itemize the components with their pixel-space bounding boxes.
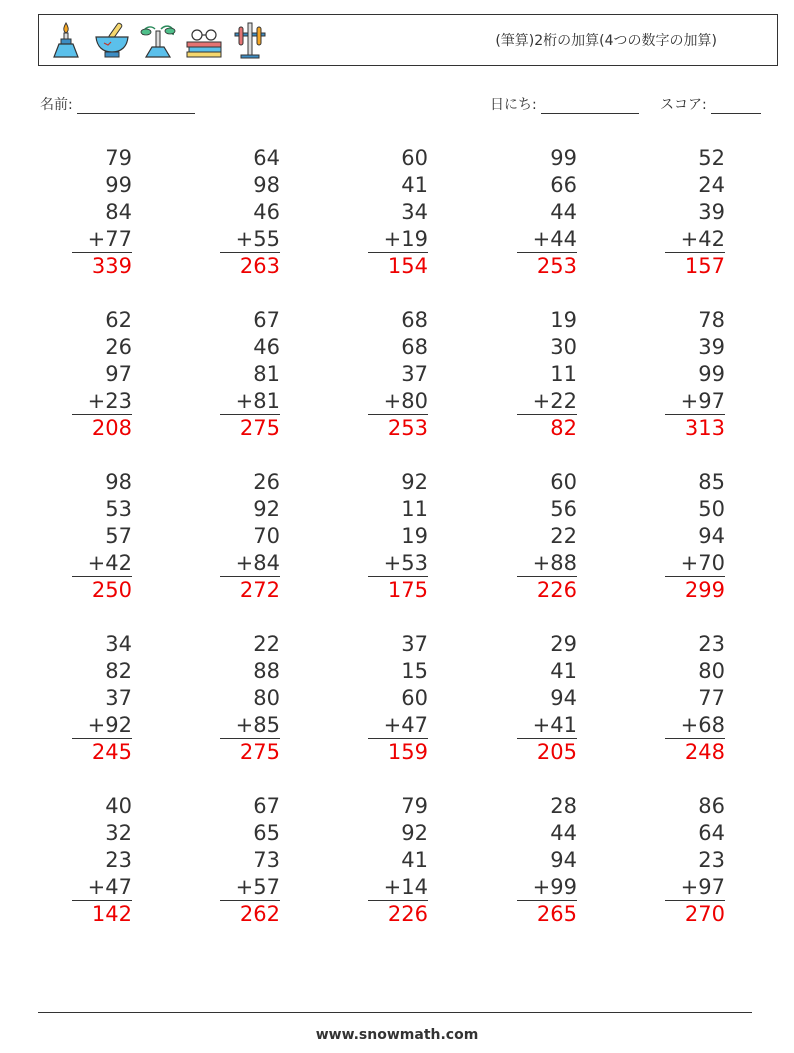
addend: 80: [253, 686, 280, 710]
name-blank[interactable]: [77, 99, 195, 114]
answer: 154: [387, 254, 428, 278]
last-addend: +14: [368, 874, 428, 901]
addend: 26: [253, 470, 280, 494]
addend: 50: [698, 497, 725, 521]
addend: 60: [401, 146, 428, 170]
worksheet-title: (筆算)2桁の加算(4つの数字の加算): [495, 33, 717, 49]
last-addend: +53: [368, 550, 428, 577]
addition-problem: [665, 145, 725, 280]
addend: 37: [105, 686, 132, 710]
last-addend: +19: [368, 226, 428, 253]
addend: 34: [105, 632, 132, 656]
footer-site: www.snowmath.com: [315, 1027, 479, 1043]
addend: 98: [105, 470, 132, 494]
date-blank[interactable]: [541, 99, 639, 114]
addend: 70: [253, 524, 280, 548]
addend: 99: [550, 146, 577, 170]
addend: 67: [253, 794, 280, 818]
answer: 299: [684, 578, 725, 602]
last-addend: +57: [220, 874, 280, 901]
answer: 245: [91, 740, 132, 764]
addition-problem: [220, 469, 280, 604]
addition-problem: [368, 631, 428, 766]
last-addend: +88: [517, 550, 577, 577]
last-addend: +80: [368, 388, 428, 415]
last-addend: +68: [665, 712, 725, 739]
addend: 84: [105, 200, 132, 224]
addition-problem: [220, 145, 280, 280]
addend: 94: [698, 524, 725, 548]
addend: 92: [253, 497, 280, 521]
answer: 262: [239, 902, 280, 926]
answer: 205: [536, 740, 577, 764]
addition-problem: [368, 145, 428, 280]
funnel-plant-icon: [137, 19, 179, 61]
answer: 272: [239, 578, 280, 602]
addition-problem: [72, 145, 132, 280]
addend: 29: [550, 632, 577, 656]
alcohol-lamp-icon: [45, 19, 87, 61]
addend: 52: [698, 146, 725, 170]
last-addend: +84: [220, 550, 280, 577]
addend: 78: [698, 308, 725, 332]
addition-problem: [517, 469, 577, 604]
addend: 23: [698, 632, 725, 656]
addend: 64: [253, 146, 280, 170]
answer: 175: [387, 578, 428, 602]
answer: 159: [387, 740, 428, 764]
addend: 53: [105, 497, 132, 521]
addend: 22: [253, 632, 280, 656]
footer-divider: [38, 1012, 752, 1013]
addend: 32: [105, 821, 132, 845]
score-label: スコア:: [660, 97, 707, 113]
answer: 253: [387, 416, 428, 440]
addend: 22: [550, 524, 577, 548]
addend: 66: [550, 173, 577, 197]
addend: 30: [550, 335, 577, 359]
last-addend: +97: [665, 388, 725, 415]
addend: 80: [698, 659, 725, 683]
addend: 64: [698, 821, 725, 845]
addend: 34: [401, 200, 428, 224]
worksheet-header: [38, 14, 778, 66]
answer: 208: [91, 416, 132, 440]
test-tube-rack-icon: [229, 19, 271, 61]
date-label: 日にち:: [490, 97, 537, 113]
addend: 41: [550, 659, 577, 683]
addend: 73: [253, 848, 280, 872]
addend: 62: [105, 308, 132, 332]
answer: 226: [387, 902, 428, 926]
addition-problem: [665, 307, 725, 442]
addition-problem: [368, 307, 428, 442]
addend: 23: [105, 848, 132, 872]
header-icons: [45, 17, 271, 63]
addend: 44: [550, 200, 577, 224]
addend: 68: [401, 308, 428, 332]
addition-problem: [220, 793, 280, 928]
last-addend: +81: [220, 388, 280, 415]
addition-problem: [517, 631, 577, 766]
addend: 60: [550, 470, 577, 494]
addend: 79: [105, 146, 132, 170]
addend: 46: [253, 335, 280, 359]
addition-problem: [665, 793, 725, 928]
addition-problem: [517, 793, 577, 928]
last-addend: +22: [517, 388, 577, 415]
addition-problem: [368, 793, 428, 928]
addend: 57: [105, 524, 132, 548]
addend: 11: [401, 497, 428, 521]
last-addend: +77: [72, 226, 132, 253]
addition-problem: [517, 307, 577, 442]
answer: 253: [536, 254, 577, 278]
last-addend: +47: [368, 712, 428, 739]
addend: 92: [401, 821, 428, 845]
last-addend: +92: [72, 712, 132, 739]
addend: 68: [401, 335, 428, 359]
answer: 265: [536, 902, 577, 926]
addition-problem: [72, 307, 132, 442]
answer: 250: [91, 578, 132, 602]
addend: 39: [698, 200, 725, 224]
addend: 41: [401, 848, 428, 872]
addend: 44: [550, 821, 577, 845]
addend: 65: [253, 821, 280, 845]
addend: 26: [105, 335, 132, 359]
addend: 85: [698, 470, 725, 494]
addition-problem: [72, 793, 132, 928]
books-goggles-icon: [183, 19, 225, 61]
last-addend: +44: [517, 226, 577, 253]
date-field: [490, 94, 639, 114]
addition-problem: [220, 631, 280, 766]
addend: 99: [698, 362, 725, 386]
last-addend: +41: [517, 712, 577, 739]
addition-problem: [220, 307, 280, 442]
addend: 67: [253, 308, 280, 332]
addend: 37: [401, 362, 428, 386]
addend: 81: [253, 362, 280, 386]
addend: 19: [401, 524, 428, 548]
addition-problem: [72, 469, 132, 604]
answer: 157: [684, 254, 725, 278]
addend: 56: [550, 497, 577, 521]
addend: 77: [698, 686, 725, 710]
last-addend: +70: [665, 550, 725, 577]
answer: 313: [684, 416, 725, 440]
addend: 19: [550, 308, 577, 332]
addend: 94: [550, 848, 577, 872]
addend: 97: [105, 362, 132, 386]
addend: 40: [105, 794, 132, 818]
answer: 82: [550, 416, 577, 440]
addend: 39: [698, 335, 725, 359]
last-addend: +47: [72, 874, 132, 901]
addend: 60: [401, 686, 428, 710]
answer: 275: [239, 740, 280, 764]
score-blank[interactable]: [711, 99, 761, 114]
answer: 142: [91, 902, 132, 926]
name-field: [40, 94, 195, 114]
addend: 24: [698, 173, 725, 197]
addend: 11: [550, 362, 577, 386]
addend: 46: [253, 200, 280, 224]
answer: 275: [239, 416, 280, 440]
addition-problem: [665, 469, 725, 604]
answer: 339: [91, 254, 132, 278]
addend: 79: [401, 794, 428, 818]
addition-problem: [665, 631, 725, 766]
addend: 82: [105, 659, 132, 683]
last-addend: +99: [517, 874, 577, 901]
addend: 94: [550, 686, 577, 710]
last-addend: +85: [220, 712, 280, 739]
answer: 270: [684, 902, 725, 926]
last-addend: +55: [220, 226, 280, 253]
addend: 98: [253, 173, 280, 197]
addend: 23: [698, 848, 725, 872]
score-field: [660, 94, 761, 114]
addend: 41: [401, 173, 428, 197]
addend: 88: [253, 659, 280, 683]
last-addend: +97: [665, 874, 725, 901]
addition-problem: [72, 631, 132, 766]
addition-problem: [368, 469, 428, 604]
answer: 226: [536, 578, 577, 602]
name-label: 名前:: [40, 97, 73, 113]
addend: 37: [401, 632, 428, 656]
last-addend: +23: [72, 388, 132, 415]
last-addend: +42: [665, 226, 725, 253]
addition-problem: [517, 145, 577, 280]
answer: 263: [239, 254, 280, 278]
addend: 15: [401, 659, 428, 683]
addend: 99: [105, 173, 132, 197]
last-addend: +42: [72, 550, 132, 577]
addend: 86: [698, 794, 725, 818]
addend: 92: [401, 470, 428, 494]
mortar-pestle-icon: [91, 19, 133, 61]
answer: 248: [684, 740, 725, 764]
addend: 28: [550, 794, 577, 818]
